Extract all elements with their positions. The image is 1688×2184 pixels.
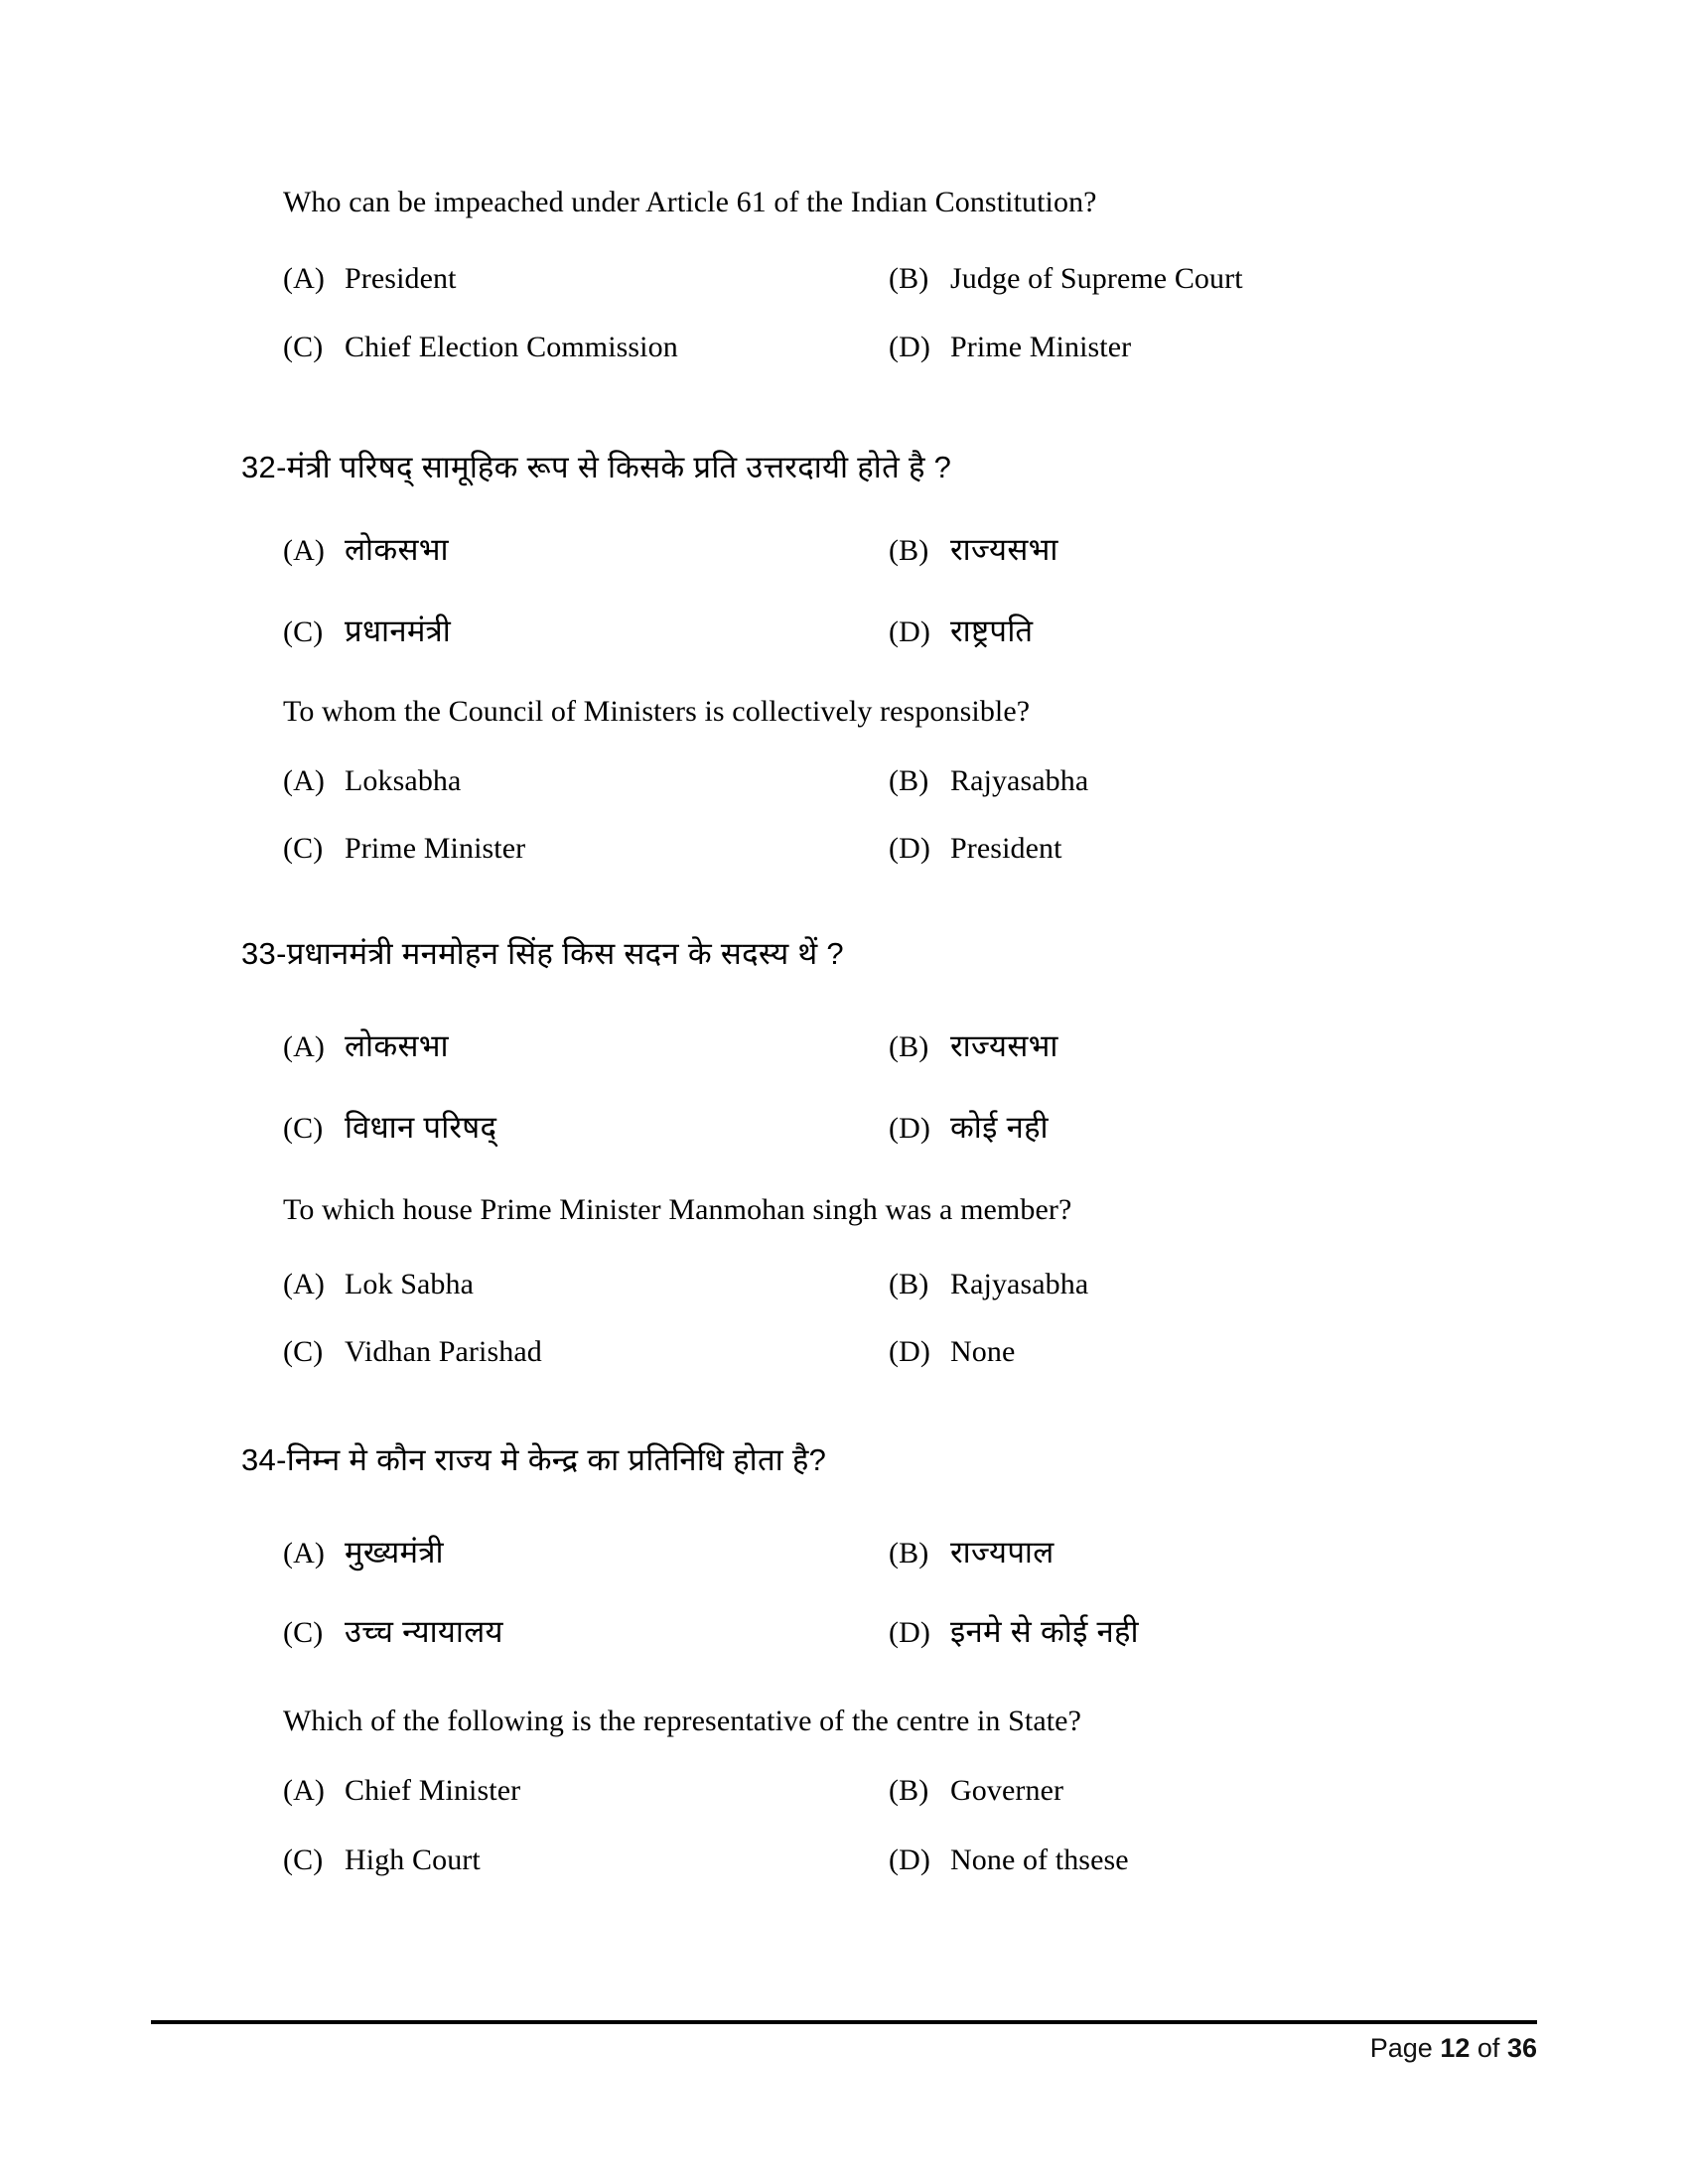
option-b-tag: (B) (889, 1537, 929, 1570)
question-34-english-options-row-1 (283, 1772, 1534, 1810)
question-32-hindi-stem: 32-मंत्री परिषद् सामूहिक रूप से किसके प्रति उत्तरदायी होते है ? (241, 450, 952, 484)
question-34-hindi-stem: 34-निम्न मे कौन राज्य मे केन्द्र का प्रतिनिधि होता है? (241, 1442, 827, 1477)
option-b-label: Rajyasabha (950, 1268, 1089, 1300)
option-a-tag: (A) (283, 1030, 325, 1063)
option-d-label: कोई नही (950, 1110, 1049, 1145)
option-b[interactable] (889, 1266, 1494, 1303)
question-33-hindi-stem: 33-प्रधानमंत्री मनमोहन सिंह किस सदन के सदस्य थें ? (241, 936, 844, 971)
option-a-label: Lok Sabha (345, 1268, 475, 1300)
question-32-english-stem: To whom the Council of Ministers is collectively responsible? (283, 695, 1031, 728)
option-a-label: लोकसभा (345, 1028, 449, 1063)
option-d[interactable] (889, 613, 1494, 651)
footer-page-total: 36 (1506, 2033, 1537, 2063)
option-d-label: President (950, 832, 1062, 865)
option-d[interactable] (889, 830, 1494, 868)
option-b-label: राज्यसभा (950, 532, 1058, 567)
option-c-label: विधान परिषद् (345, 1110, 497, 1145)
option-a-label: Loksabha (345, 764, 462, 797)
option-c-tag: (C) (283, 615, 324, 648)
option-c[interactable] (283, 1842, 889, 1879)
option-c[interactable] (283, 1109, 889, 1148)
question-34-english-stem: Which of the following is the representative of the centre in State? (283, 1705, 1082, 1737)
option-b[interactable] (889, 762, 1494, 800)
question-34-hindi-options-row-2 (283, 1613, 1534, 1652)
option-b[interactable] (889, 1772, 1494, 1810)
option-a-label: President (345, 262, 457, 295)
option-c-label: Vidhan Parishad (345, 1335, 542, 1368)
option-a-tag: (A) (283, 764, 325, 797)
question-33-hindi-options-row-2 (283, 1109, 1534, 1148)
option-a[interactable] (283, 1534, 889, 1572)
option-d-label: None of thsese (950, 1843, 1129, 1876)
option-a[interactable] (283, 531, 889, 570)
option-d-tag: (D) (889, 1112, 930, 1145)
option-a[interactable] (283, 762, 889, 800)
footer-of-word: of (1477, 2033, 1500, 2063)
question-32-english-options-row-2 (283, 830, 1534, 868)
option-d[interactable] (889, 329, 1494, 366)
question-0-english-options-row-2 (283, 329, 1534, 366)
option-c[interactable] (283, 613, 889, 651)
option-a-label: मुख्यमंत्री (345, 1535, 444, 1570)
option-a-tag: (A) (283, 1268, 325, 1300)
footer-page-number: 12 (1440, 2033, 1471, 2063)
question-33-english-options-row-1 (283, 1266, 1534, 1303)
option-b[interactable] (889, 1027, 1494, 1066)
option-b-label: Rajyasabha (950, 764, 1089, 797)
option-b-label: राज्यसभा (950, 1028, 1058, 1063)
option-d-tag: (D) (889, 615, 930, 648)
option-b[interactable] (889, 1534, 1494, 1572)
question-34-hindi-options-row-1 (283, 1534, 1534, 1572)
option-c-label: Prime Minister (345, 832, 526, 865)
question-32-english-options-row-1 (283, 762, 1534, 800)
option-a[interactable] (283, 260, 889, 298)
option-c-tag: (C) (283, 832, 324, 865)
option-d-tag: (D) (889, 1616, 930, 1649)
question-33-english-options-row-2 (283, 1333, 1534, 1371)
option-c-tag: (C) (283, 1843, 324, 1876)
option-c-label: प्रधानमंत्री (345, 614, 452, 648)
question-33-hindi-options-row-1 (283, 1027, 1534, 1066)
option-b[interactable] (889, 260, 1494, 298)
question-34-english-options-row-2 (283, 1842, 1534, 1879)
option-d-tag: (D) (889, 1335, 930, 1368)
option-b-tag: (B) (889, 1774, 929, 1807)
option-b-label: Judge of Supreme Court (950, 262, 1243, 295)
option-a[interactable] (283, 1772, 889, 1810)
option-c-tag: (C) (283, 1335, 324, 1368)
option-c-tag: (C) (283, 331, 324, 363)
option-c[interactable] (283, 830, 889, 868)
option-d-label: None (950, 1335, 1016, 1368)
question-32-hindi-options-row-2 (283, 613, 1534, 651)
option-b-tag: (B) (889, 1268, 929, 1300)
option-c[interactable] (283, 1333, 889, 1371)
question-0-english-stem: Who can be impeached under Article 61 of the Indian Constitution? (283, 186, 1097, 218)
option-d[interactable] (889, 1842, 1494, 1879)
option-a-tag: (A) (283, 534, 325, 567)
option-c-label: Chief Election Commission (345, 331, 678, 363)
option-d[interactable] (889, 1333, 1494, 1371)
option-a-label: Chief Minister (345, 1774, 521, 1807)
option-c[interactable] (283, 329, 889, 366)
option-a[interactable] (283, 1027, 889, 1066)
option-b-tag: (B) (889, 1030, 929, 1063)
option-c-label: उच्च न्यायालय (345, 1614, 503, 1649)
option-a-label: लोकसभा (345, 532, 449, 567)
option-d-tag: (D) (889, 832, 930, 865)
option-b[interactable] (889, 531, 1494, 570)
footer-page-word: Page (1369, 2033, 1433, 2063)
option-c[interactable] (283, 1613, 889, 1652)
option-b-label: राज्यपाल (950, 1535, 1055, 1570)
option-a[interactable] (283, 1266, 889, 1303)
option-b-tag: (B) (889, 534, 929, 567)
option-d-label: Prime Minister (950, 331, 1132, 363)
option-b-tag: (B) (889, 764, 929, 797)
option-c-tag: (C) (283, 1112, 324, 1145)
option-d-label: राष्ट्रपति (950, 614, 1034, 648)
option-a-tag: (A) (283, 1774, 325, 1807)
option-c-tag: (C) (283, 1616, 324, 1649)
option-d[interactable] (889, 1109, 1494, 1148)
question-0-english-options-row-1 (283, 260, 1534, 298)
question-33-english-stem: To which house Prime Minister Manmohan singh was a member? (283, 1193, 1072, 1226)
question-32-hindi-options-row-1 (283, 531, 1534, 570)
option-c-label: High Court (345, 1843, 481, 1876)
page-footer (151, 2033, 1537, 2064)
option-b-label: Governer (950, 1774, 1064, 1807)
option-d-tag: (D) (889, 1843, 930, 1876)
option-a-tag: (A) (283, 262, 325, 295)
option-d-tag: (D) (889, 331, 930, 363)
option-d-label: इनमे से कोई नही (950, 1614, 1139, 1649)
footer-divider (151, 2020, 1537, 2024)
option-a-tag: (A) (283, 1537, 325, 1570)
option-b-tag: (B) (889, 262, 929, 295)
option-d[interactable] (889, 1613, 1494, 1652)
